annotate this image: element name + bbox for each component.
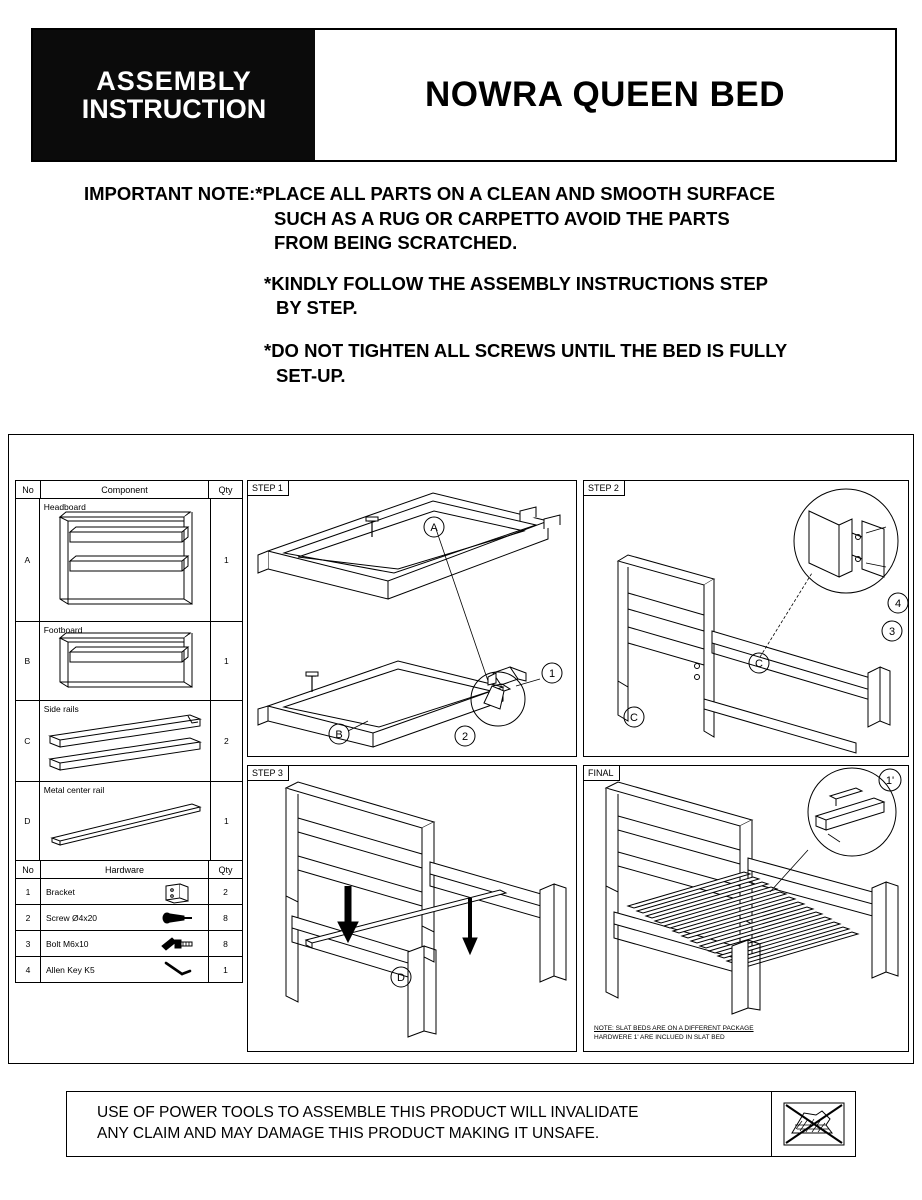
hardware-qty: 1	[223, 964, 228, 975]
hardware-name: Allen Key K5	[46, 965, 95, 975]
parts-list-table	[15, 480, 243, 983]
step-1-illustration	[248, 481, 576, 756]
badge-line-1: ASSEMBLY	[96, 65, 252, 96]
hardware-cell	[41, 905, 209, 930]
callout-d: D	[397, 972, 405, 984]
screw-icon	[160, 908, 194, 928]
part-no: A	[16, 499, 40, 621]
part-no: C	[16, 701, 40, 781]
note-line-4: *KINDLY FOLLOW THE ASSEMBLY INSTRUCTIONS STEP	[264, 272, 769, 294]
final-note-line-2: HARDWERE 1' ARE INCLUED IN SLAT BED	[594, 1034, 725, 1042]
table-row	[16, 701, 242, 782]
callout-c-upper: C	[755, 658, 763, 670]
hardware-name: Bracket	[46, 887, 75, 897]
note-line-7: SET-UP.	[276, 364, 346, 386]
final-panel	[583, 765, 909, 1052]
note-line-1: IMPORTANT NOTE:*PLACE ALL PARTS ON A CLEAN AND SMOOTH SURFACE	[84, 183, 776, 204]
hardware-qty: 8	[223, 912, 228, 923]
final-tag: FINAL	[584, 766, 620, 781]
note-line-2: SUCH AS A RUG OR CARPETTO AVOID THE PARTS	[274, 207, 730, 229]
step-2-tag: STEP 2	[584, 481, 625, 496]
part-name: Footboard	[43, 625, 83, 635]
part-name: Headboard	[43, 502, 86, 512]
badge-line-2: INSTRUCTION	[81, 94, 267, 124]
header-no: No	[16, 861, 41, 878]
warning-line-1: USE OF POWER TOOLS TO ASSEMBLE THIS PRODUCT WILL INVALIDATE	[97, 1104, 639, 1122]
hardware-qty: 8	[223, 938, 228, 949]
callout-4: 4	[894, 598, 902, 610]
warning-text	[67, 1103, 771, 1145]
table-row	[16, 782, 242, 861]
allen-key-icon	[160, 960, 194, 980]
part-component-cell	[40, 701, 211, 781]
parts-table-header	[16, 481, 242, 499]
part-no: D	[16, 782, 40, 860]
hardware-qty: 2	[223, 886, 228, 897]
table-row	[16, 622, 242, 701]
final-illustration	[584, 766, 908, 1016]
final-note	[594, 1025, 754, 1043]
headboard-illustration	[40, 499, 210, 609]
callout-1-prime: 1'	[885, 775, 895, 787]
step-1-tag: STEP 1	[248, 481, 289, 496]
table-row	[16, 931, 242, 957]
bracket-icon	[160, 882, 194, 904]
bolt-icon	[160, 934, 194, 954]
step-2-illustration	[584, 481, 908, 756]
step-2-panel	[583, 480, 909, 757]
note-line-6: *DO NOT TIGHTEN ALL SCREWS UNTIL THE BED IS FULLY	[264, 339, 788, 361]
hardware-name: Screw Ø4x20	[46, 913, 98, 923]
header-qty: Qty	[218, 484, 233, 495]
part-component-cell	[40, 622, 211, 700]
step-3-panel	[247, 765, 577, 1052]
part-qty: 2	[224, 736, 229, 746]
part-name: Metal center rail	[43, 785, 105, 795]
hardware-table-header	[16, 861, 242, 879]
hardware-no: 3	[16, 931, 41, 956]
step-1-panel	[247, 480, 577, 757]
hardware-no: 4	[16, 957, 41, 982]
step-3-tag: STEP 3	[248, 766, 289, 781]
table-row	[16, 957, 242, 982]
warning-footer	[66, 1091, 856, 1157]
callout-b: B	[335, 729, 343, 741]
final-note-line-1: NOTE: SLAT BEDS ARE ON A DIFFERENT PACKAGE	[594, 1025, 754, 1033]
callout-c-lower: C	[630, 712, 638, 724]
part-qty: 1	[224, 816, 229, 826]
part-name: Side rails	[43, 704, 79, 714]
note-line-3: FROM BEING SCRATCHED.	[274, 232, 518, 254]
part-component-cell	[40, 499, 211, 621]
document-header	[31, 28, 897, 162]
warning-line-2: ANY CLAIM AND MAY DAMAGE THIS PRODUCT MAKING IT UNSAFE.	[97, 1125, 600, 1142]
header-qty: Qty	[218, 864, 233, 875]
part-no: B	[16, 622, 40, 700]
instruction-panel	[8, 434, 914, 1064]
callout-3: 3	[888, 626, 896, 638]
hardware-cell	[41, 879, 209, 904]
callout-2: 2	[461, 731, 469, 743]
assembly-instruction-badge	[33, 30, 315, 160]
part-component-cell	[40, 782, 211, 860]
table-row	[16, 879, 242, 905]
part-qty: 1	[224, 555, 229, 565]
page-title: NOWRA QUEEN BED	[424, 75, 786, 114]
no-power-tools-icon	[771, 1092, 855, 1156]
hardware-name: Bolt M6x10	[46, 939, 89, 949]
note-line-5: BY STEP.	[276, 297, 358, 319]
callout-1: 1	[548, 668, 556, 680]
hardware-no: 1	[16, 879, 41, 904]
important-notes	[0, 182, 922, 388]
hardware-cell	[41, 957, 209, 982]
table-row	[16, 905, 242, 931]
part-qty: 1	[224, 656, 229, 666]
header-no: No	[16, 481, 41, 498]
header-component: Component	[41, 481, 209, 498]
step-3-illustration	[248, 766, 576, 1051]
callout-a: A	[430, 522, 438, 534]
hardware-no: 2	[16, 905, 41, 930]
hardware-cell	[41, 931, 209, 956]
header-hardware: Hardware	[41, 861, 209, 878]
table-row	[16, 499, 242, 622]
